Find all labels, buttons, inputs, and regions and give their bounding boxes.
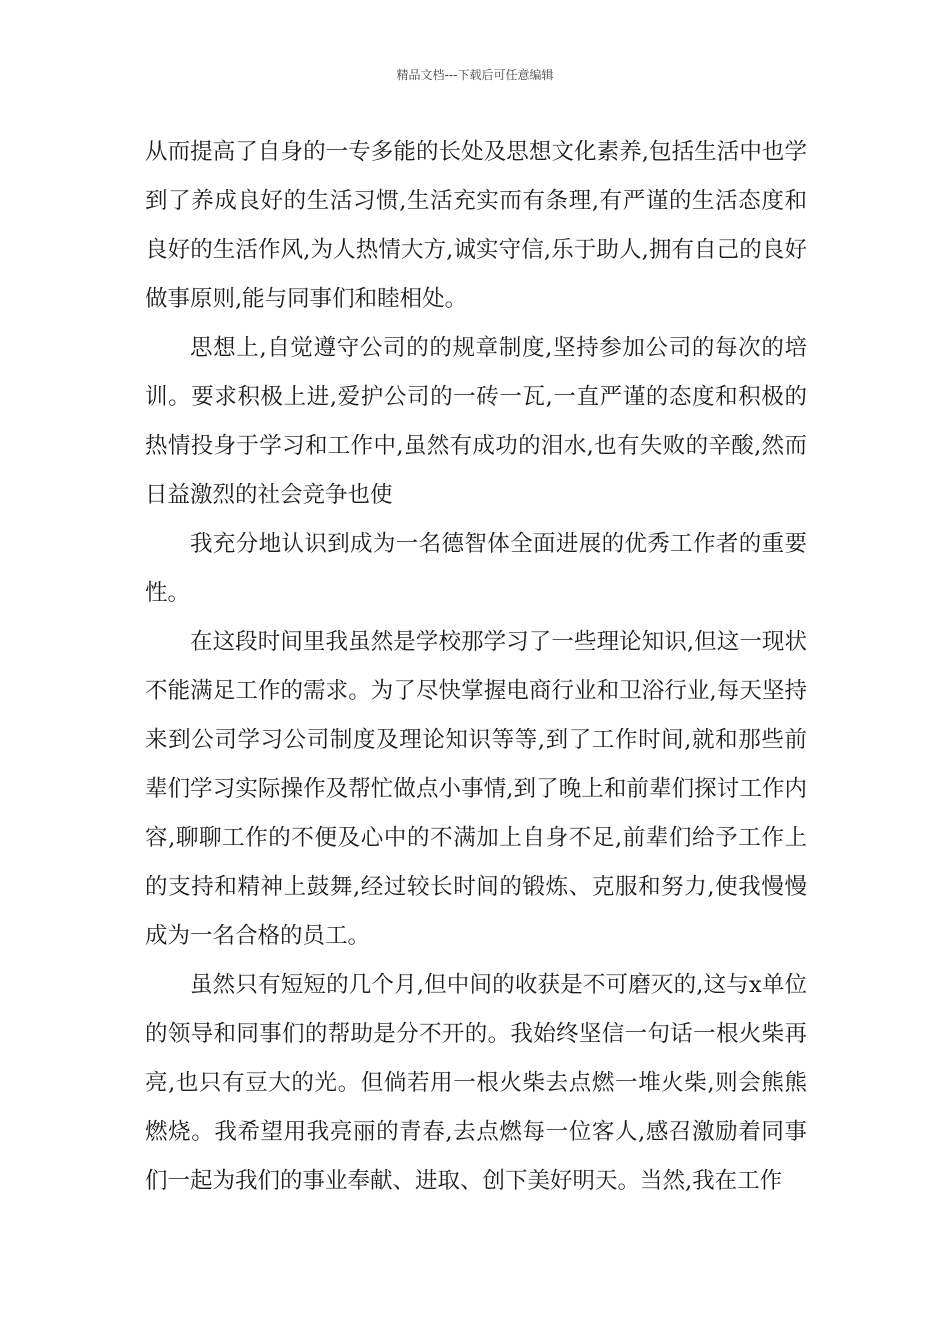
paragraph-4: 在这段时间里我虽然是学校那学习了一些理论知识,但这一现状不能满足工作的需求。为了尽快掌握电商行业和卫浴行业,每天坚持来到公司学习公司制度及理论知识等等,到了工作时间,就和那些前辈们学习实际操作及帮忙做点小事情,到了晚上和前辈们探讨工作内容,聊聊工作的不便及心中的不满加上自身不足,前辈们给予工作上的支持和精神上鼓舞,经过较长时间的锻炼、克服和努力,使我慢慢成为一名合格的员工。: [145, 629, 807, 949]
paragraph-1: 从而提高了自身的一专多能的长处及思想文化素养,包括生活中也学到了养成良好的生活习惯,生活充实而有条理,有严谨的生活态度和良好的生活作风,为人热情大方,诚实守信,乐于助人,拥有自己的良好做事原则,能与同事们和睦相处。: [145, 139, 807, 312]
page-header: 精品文档---下载后可任意编辑: [396, 68, 554, 82]
paragraph-5: 虽然只有短短的几个月,但中间的收获是不可磨灭的,这与x单位的领导和同事们的帮助是分不开的。我始终坚信一句话一根火柴再亮,也只有豆大的光。但倘若用一根火柴去点燃一堆火柴,则会熊熊燃烧。我希望用我亮丽的青春,去点燃每一位客人,感召激励着同事们一起为我们的事业奉献、进取、创下美好明天。当然,我在工作: [145, 972, 807, 1194]
paragraph-2: 思想上,自觉遵守公司的的规章制度,坚持参加公司的每次的培训。要求积极上进,爱护公司的一砖一瓦,一直严谨的态度和积极的热情投身于学习和工作中,虽然有成功的泪水,也有失败的辛酸,然而日益激烈的社会竞争也使: [145, 335, 807, 508]
paragraph-3: 我充分地认识到成为一名德智体全面进展的优秀工作者的重要性。: [145, 531, 807, 606]
document-body: [145, 128, 807, 1206]
